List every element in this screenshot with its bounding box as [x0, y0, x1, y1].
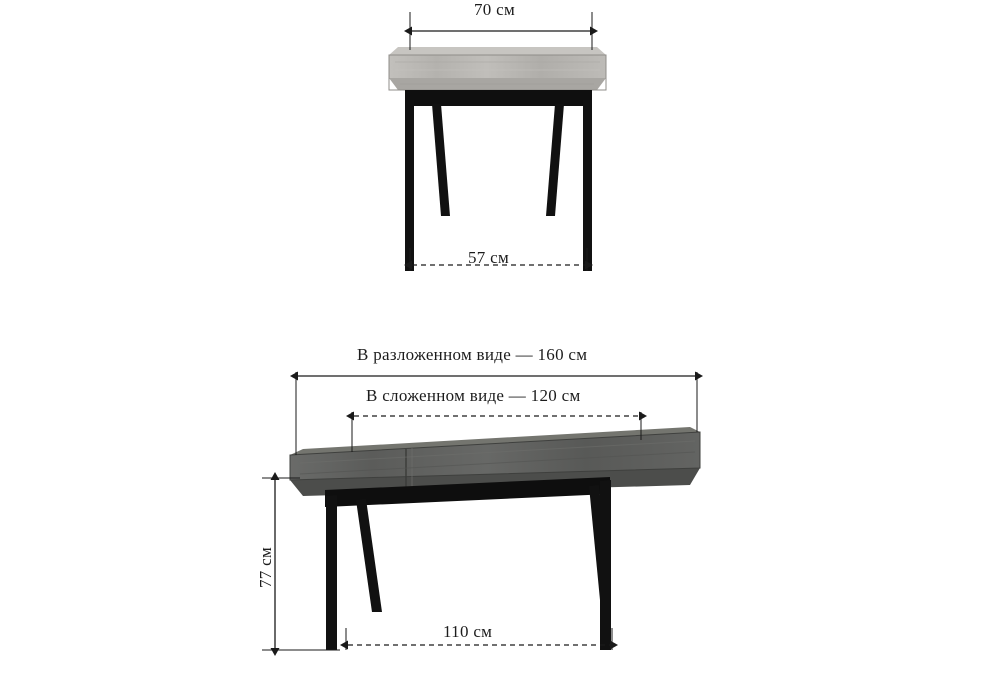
label-legs-110cm: 110 см — [443, 622, 493, 641]
small-table-apron — [405, 90, 592, 106]
large-table-illustration — [290, 427, 700, 650]
small-table-top — [389, 47, 606, 90]
label-70cm: 70 см — [474, 0, 516, 19]
small-table-legs — [405, 100, 592, 271]
label-57cm: 57 см — [468, 248, 510, 267]
label-height-77cm: 77 см — [256, 546, 275, 588]
label-unfolded-160cm: В разложенном виде — 160 см — [357, 345, 588, 364]
label-folded-120cm: В сложенном виде — 120 см — [366, 386, 581, 405]
small-table-illustration — [389, 47, 606, 271]
